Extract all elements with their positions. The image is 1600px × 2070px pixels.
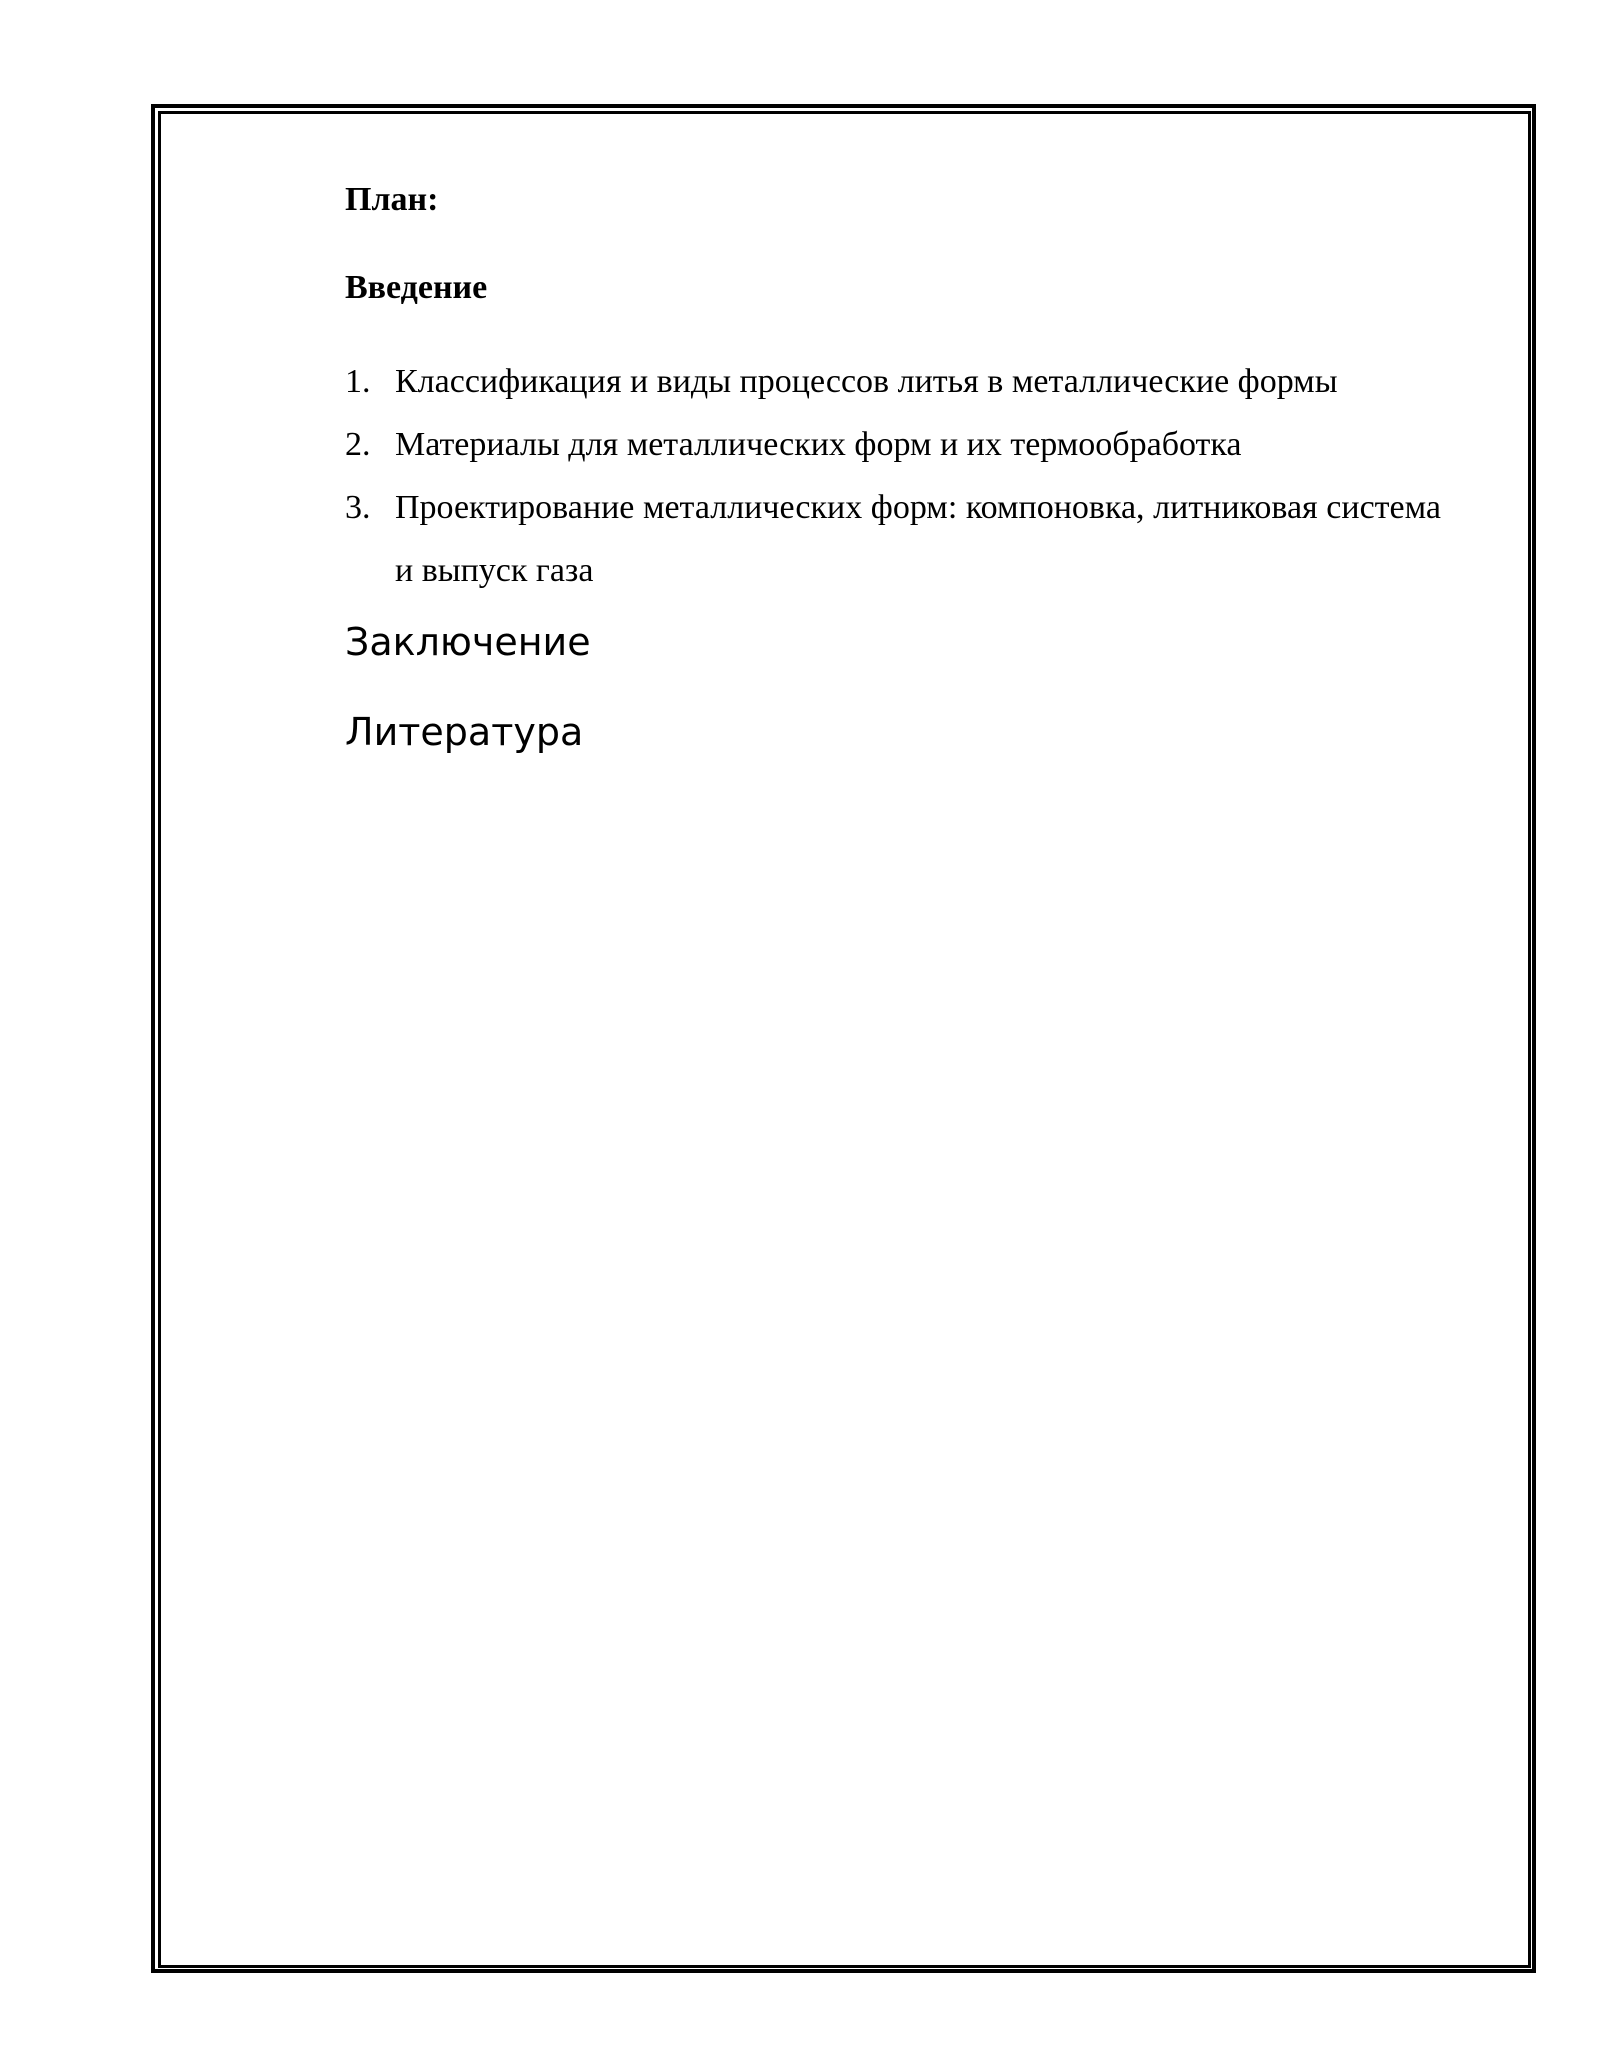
document-content xyxy=(345,180,1441,756)
plan-title: План: xyxy=(345,181,439,218)
list-item xyxy=(345,413,1441,476)
toc-list xyxy=(345,350,1441,602)
list-item-number: 2. xyxy=(345,426,371,463)
list-item-text: Материалы для металлических форм и их термообработка xyxy=(395,426,1242,463)
list-item-text: Классификация и виды процессов литья в металлические формы xyxy=(395,363,1338,400)
list-item-number: 1. xyxy=(345,363,371,400)
intro-title: Введение xyxy=(345,269,488,306)
list-item xyxy=(345,476,1441,602)
list-item xyxy=(345,350,1441,413)
conclusion-title: Заключение xyxy=(345,620,591,664)
literature-title: Литература xyxy=(345,710,584,754)
list-item-number: 3. xyxy=(345,489,371,526)
list-item-text: Проектирование металлических форм: компоновка, литниковая система и выпуск газа xyxy=(395,489,1441,589)
